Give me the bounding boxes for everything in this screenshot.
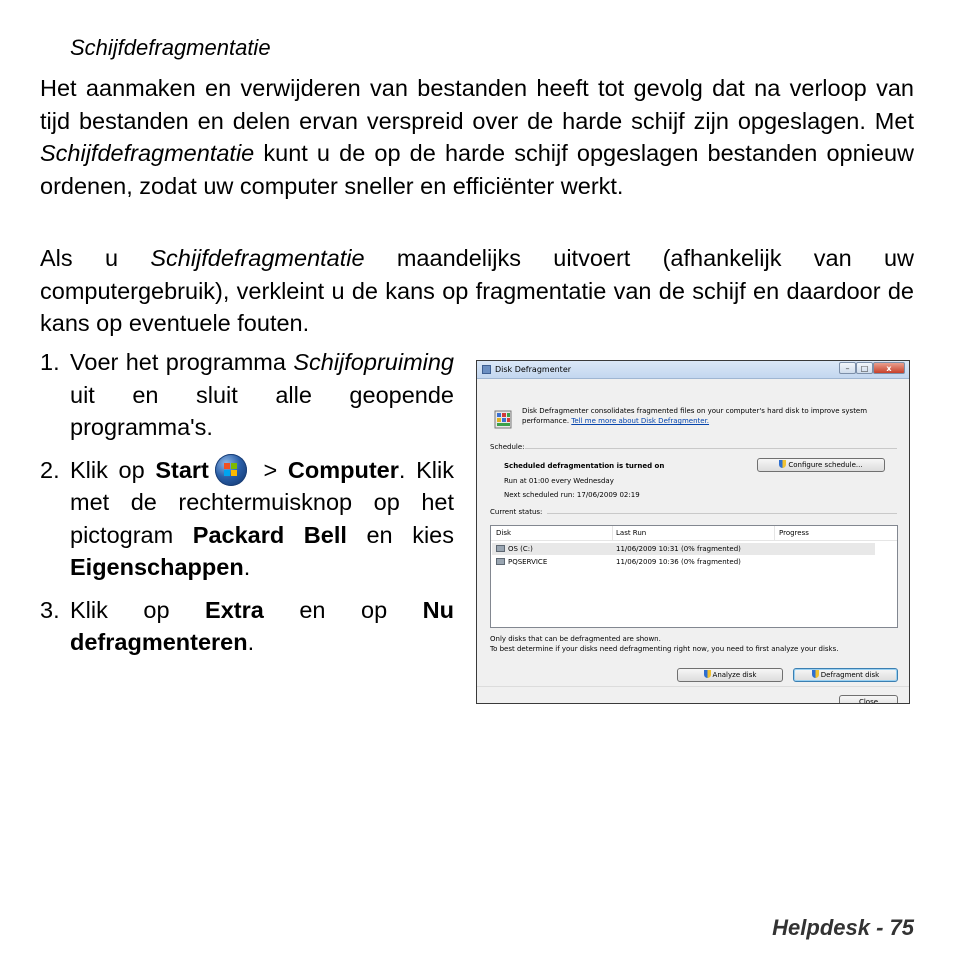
step-bold: Start bbox=[155, 456, 209, 483]
column-header-last-run[interactable]: Last Run bbox=[616, 529, 647, 537]
learn-more-link[interactable]: Tell me more about Disk Defragmenter. bbox=[571, 417, 710, 425]
step-number: 1. bbox=[40, 349, 60, 375]
uac-shield-icon bbox=[779, 460, 786, 468]
paragraph-2 bbox=[40, 242, 914, 340]
column-header-disk[interactable]: Disk bbox=[496, 529, 512, 537]
steps-list bbox=[40, 346, 454, 669]
step-text: uit en sluit alle geopende programma's. bbox=[70, 381, 454, 440]
step-2 bbox=[40, 454, 454, 584]
step-bold: Eigenschappen bbox=[70, 554, 244, 580]
step-text: . bbox=[243, 554, 251, 580]
divider bbox=[547, 513, 897, 514]
step-text: en op bbox=[263, 596, 423, 623]
windows-start-orb-icon bbox=[215, 454, 247, 486]
step-text: . Klik met de rechtermuisknop op het pictogram bbox=[70, 456, 454, 548]
close-button[interactable]: Close bbox=[839, 695, 898, 704]
disk-defragmenter-window bbox=[476, 360, 910, 704]
note-analyze: To best determine if your disks need defragmenting right now, you need to first analyze your disks. bbox=[490, 645, 839, 653]
minimize-button[interactable]: – bbox=[839, 362, 856, 374]
step-text: Klik op bbox=[70, 596, 206, 623]
defragmenter-icon bbox=[494, 408, 512, 430]
step-bold: Packard Bell bbox=[192, 521, 347, 548]
step-bold: Extra bbox=[205, 596, 264, 623]
disk-name: PQSERVICE bbox=[508, 558, 548, 566]
paragraph-2-text-a: Als u bbox=[40, 245, 151, 271]
uac-shield-icon bbox=[704, 670, 711, 678]
current-status-label: Current status: bbox=[490, 508, 543, 516]
disk-name: OS (C:) bbox=[508, 545, 533, 553]
disk-list[interactable] bbox=[490, 525, 898, 628]
dialog-body bbox=[477, 379, 909, 704]
step-3 bbox=[40, 594, 454, 659]
step-1 bbox=[40, 346, 454, 444]
configure-schedule-button[interactable] bbox=[757, 458, 885, 472]
column-header-progress[interactable]: Progress bbox=[779, 529, 809, 537]
step-text: > bbox=[252, 456, 288, 483]
step-bold: Computer bbox=[287, 456, 399, 483]
disk-row[interactable] bbox=[492, 556, 875, 568]
window-controls bbox=[839, 362, 905, 375]
divider bbox=[477, 686, 909, 687]
step-text: Voer het programma bbox=[70, 349, 294, 375]
next-scheduled-run: Next scheduled run: 17/06/2009 02:19 bbox=[504, 491, 640, 499]
schedule-run-at: Run at 01:00 every Wednesday bbox=[504, 477, 614, 485]
step-text: en kies bbox=[346, 521, 454, 548]
paragraph-2-italic: Schijfdefragmentatie bbox=[150, 245, 365, 271]
step-number: 2. bbox=[40, 456, 60, 483]
configure-schedule-label: Configure schedule... bbox=[788, 461, 863, 469]
schedule-label: Schedule: bbox=[490, 443, 525, 451]
step-bold: Nu defragmenteren bbox=[70, 596, 454, 655]
defragmenter-app-icon bbox=[482, 365, 491, 374]
paragraph-2-text-b: maandelijks uitvoert (afhankelijk van uw computergebruik), verkleint u de kans op fragmentatie van de schijf en daardoor de kans op eventuele fouten. bbox=[40, 245, 915, 336]
column-divider bbox=[612, 526, 613, 540]
maximize-button[interactable]: □ bbox=[856, 362, 873, 374]
step-text: . bbox=[247, 629, 255, 655]
paragraph-1-italic: Schijfdefragmentatie bbox=[40, 140, 255, 166]
window-title: Disk Defragmenter bbox=[495, 365, 572, 374]
paragraph-1-text-b: kunt u de op de harde schijf opgeslagen bestanden opnieuw ordenen, zodat uw computer sneller en efficiënter werkt. bbox=[40, 140, 914, 199]
column-divider bbox=[774, 526, 775, 540]
step-number: 3. bbox=[40, 596, 60, 623]
defragment-disk-button[interactable] bbox=[793, 668, 898, 682]
disk-last-run: 11/06/2009 10:31 (0% fragmented) bbox=[616, 545, 741, 553]
step-italic: Schijfopruiming bbox=[293, 349, 454, 375]
disk-list-header bbox=[491, 526, 897, 541]
disk-last-run: 11/06/2009 10:36 (0% fragmented) bbox=[616, 558, 741, 566]
intro-description: Disk Defragmenter consolidates fragmented files on your computer's hard disk to improve system performance. bbox=[522, 407, 868, 425]
close-window-button[interactable]: x bbox=[873, 362, 905, 374]
section-title: Schijfdefragmentatie bbox=[70, 35, 271, 60]
step-text: Klik op bbox=[70, 456, 156, 483]
schedule-status: Scheduled defragmentation is turned on bbox=[504, 462, 665, 470]
paragraph-1 bbox=[40, 72, 914, 202]
hard-disk-icon bbox=[496, 558, 505, 565]
page-footer: Helpdesk - 75 bbox=[772, 915, 914, 940]
intro-text bbox=[522, 406, 902, 426]
note-disks-shown: Only disks that can be defragmented are shown. bbox=[490, 635, 661, 643]
window-title-bar[interactable] bbox=[477, 361, 909, 379]
defragment-disk-label: Defragment disk bbox=[820, 671, 880, 679]
analyze-disk-label: Analyze disk bbox=[712, 671, 757, 679]
analyze-disk-button[interactable] bbox=[677, 668, 783, 682]
hard-disk-icon bbox=[496, 545, 505, 552]
paragraph-1-text-a: Het aanmaken en verwijderen van bestanden heeft tot gevolg dat na verloop van tijd bestanden en delen ervan verspreid over de harde schijf zijn opgeslagen. Met bbox=[40, 75, 914, 134]
uac-shield-icon bbox=[812, 670, 819, 678]
disk-row[interactable] bbox=[492, 543, 875, 555]
divider bbox=[525, 448, 897, 449]
